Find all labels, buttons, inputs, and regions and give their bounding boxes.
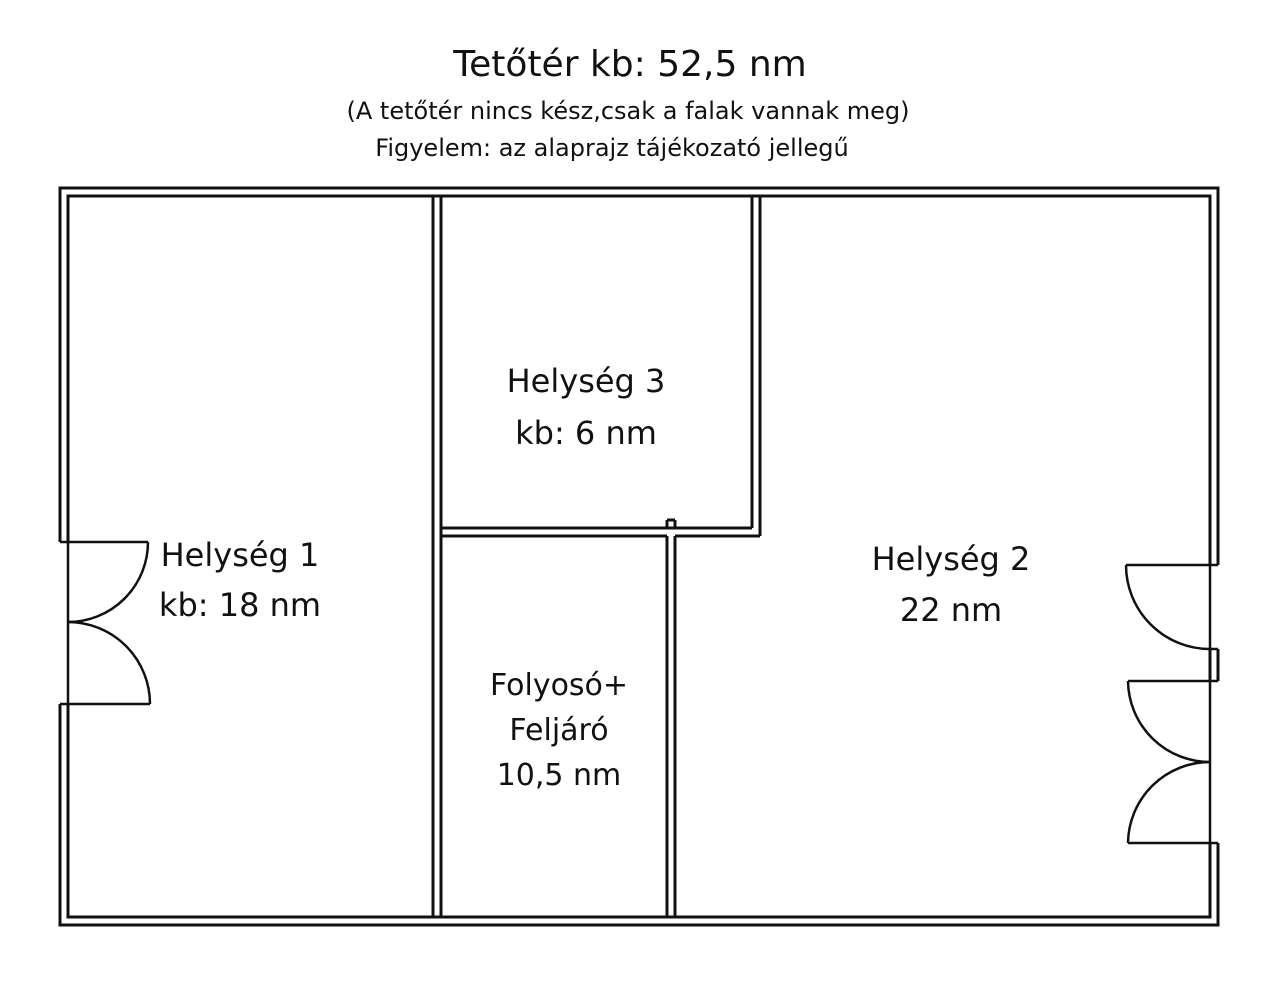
room1-area: kb: 18 nm: [158, 586, 322, 624]
room3-area: kb: 6 nm: [515, 414, 657, 452]
room2-area: 22 nm: [899, 591, 1003, 629]
door-right-2-swing-bottom: [1128, 762, 1210, 843]
door-right-1-swing: [1126, 565, 1210, 649]
corridor-area: 10,5 nm: [496, 758, 622, 793]
door-left-swing-bottom: [68, 622, 150, 704]
plan-subtitle: (A tetőtér nincs kész,csak a falak vannak meg): [346, 97, 910, 125]
room1-name: Helység 1: [160, 536, 320, 574]
corridor-name-line2: Feljáró: [509, 713, 609, 748]
room3-name: Helység 3: [506, 362, 666, 400]
plan-note: Figyelem: az alaprajz tájékozató jellegű: [375, 134, 849, 162]
door-right-2-swing-top: [1128, 681, 1210, 762]
plan-title: Tetőtér kb: 52,5 nm: [453, 44, 807, 85]
door-left-swing-top: [68, 542, 148, 622]
corridor-name: Folyosó+: [489, 668, 629, 703]
room2-name: Helység 2: [871, 540, 1031, 578]
